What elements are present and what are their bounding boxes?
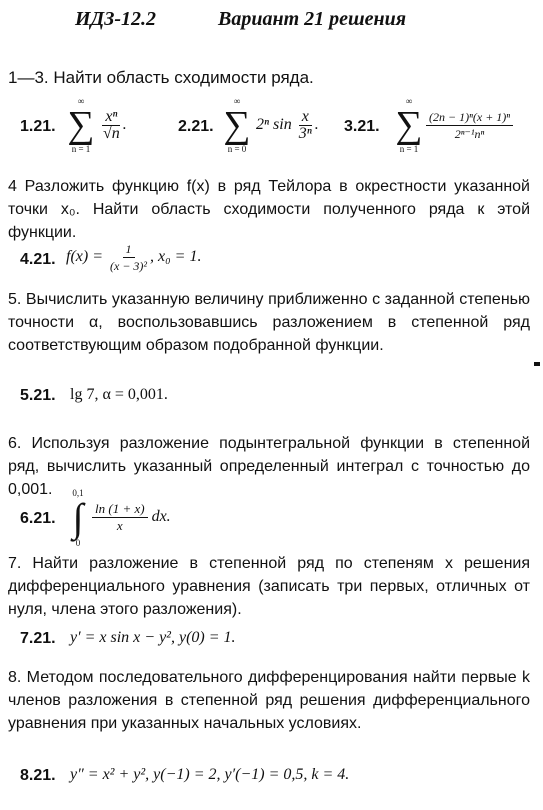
task-6-number: 6.21. xyxy=(20,510,56,527)
formula-lhs: f(x) = xyxy=(66,248,103,266)
lower-limit: n = 1 xyxy=(71,144,91,154)
task-4-text: 4 Разложить функцию f(x) в ряд Тейлора в окрестности указанной точки x₀. Найти область сходимости полученного ряда к этой функции. xyxy=(8,178,530,241)
upper-limit: ∞ xyxy=(233,96,241,106)
formula-tail: , x₀ = 1. xyxy=(150,248,202,266)
sigma-icon: ∑ xyxy=(67,104,95,146)
task-8-formula: y″ = x² + y², y(−1) = 2, y′(−1) = 0,5, k = 4. xyxy=(70,766,350,783)
task-7-number: 7.21. xyxy=(20,630,56,647)
task-6-text: 6. Используя разложение подынтегральной функции в степенной ряд, вычислить указанный определенный интеграл с точностью до 0,001. xyxy=(8,435,530,498)
task-6-integral xyxy=(66,488,90,548)
fraction-numerator: x xyxy=(299,110,312,126)
fraction-numerator: xⁿ xyxy=(102,110,120,126)
formula-body: 2ⁿ sin xyxy=(256,116,292,134)
variant-title: Вариант 21 решения xyxy=(218,8,407,30)
formula-tail: . xyxy=(122,116,127,134)
task-2-formula xyxy=(256,110,319,141)
upper-limit: 0,1 xyxy=(72,488,84,498)
lower-limit: n = 0 xyxy=(227,144,247,154)
task-2-sum xyxy=(222,96,252,154)
page-title: ИДЗ-12.2 xyxy=(75,8,157,30)
task-8-number: 8.21. xyxy=(20,767,56,784)
task-5-number: 5.21. xyxy=(20,387,56,404)
task-1-3-text: 1—3. Найти область сходимости ряда. xyxy=(8,68,314,87)
lower-limit: n = 1 xyxy=(399,144,419,154)
task-7-text: 7. Найти разложение в степенной ряд по степеням x решения дифференциального уравнения (записать три первых, отличных от нуля, члена этого разложения). xyxy=(8,555,530,618)
fraction-denominator: (x − 3)² xyxy=(110,259,148,273)
task-4-number: 4.21. xyxy=(20,251,56,268)
task-6-formula xyxy=(92,502,171,533)
margin-mark xyxy=(534,362,540,366)
sigma-icon: ∑ xyxy=(395,104,423,146)
sigma-icon: ∑ xyxy=(223,104,251,146)
upper-limit: ∞ xyxy=(405,96,413,106)
task-3-sum xyxy=(394,96,424,154)
fraction-numerator: (2n − 1)ⁿ(x + 1)ⁿ xyxy=(426,110,513,126)
task-1-number: 1.21. xyxy=(20,118,56,135)
task-5-formula: lg 7, α = 0,001. xyxy=(70,386,168,403)
fraction-denominator: x xyxy=(116,518,123,533)
fraction-denominator: 2ⁿ⁻¹nⁿ xyxy=(454,127,485,141)
task-3-number: 3.21. xyxy=(344,118,380,135)
task-2-number: 2.21. xyxy=(178,118,214,135)
fraction-denominator: 3ⁿ xyxy=(298,125,312,142)
task-1-formula xyxy=(100,110,127,141)
formula-tail: . xyxy=(314,116,319,134)
task-7-formula: y′ = x sin x − y², y(0) = 1. xyxy=(70,629,236,646)
fraction-numerator: ln (1 + x) xyxy=(92,502,148,518)
lower-limit: 0 xyxy=(75,538,81,548)
task-8-text: 8. Методом последовательного дифференцирования найти первые k членов разложения в степенной ряд решения дифференциального уравнения при указанных начальных условиях. xyxy=(8,669,530,732)
formula-tail: dx. xyxy=(151,508,171,526)
integral-icon: ∫ xyxy=(72,495,84,540)
task-4-formula xyxy=(66,242,201,273)
task-5-text: 5. Вычислить указанную величину приближенно с заданной степенью точности α, воспользовавшись разложением в степенной ряд соответствующим образом подобранной функции. xyxy=(8,291,530,354)
task-1-sum xyxy=(66,96,96,154)
fraction-numerator: 1 xyxy=(123,242,135,258)
upper-limit: ∞ xyxy=(77,96,85,106)
fraction-denominator: √n xyxy=(103,125,120,142)
task-3-formula xyxy=(426,110,513,141)
